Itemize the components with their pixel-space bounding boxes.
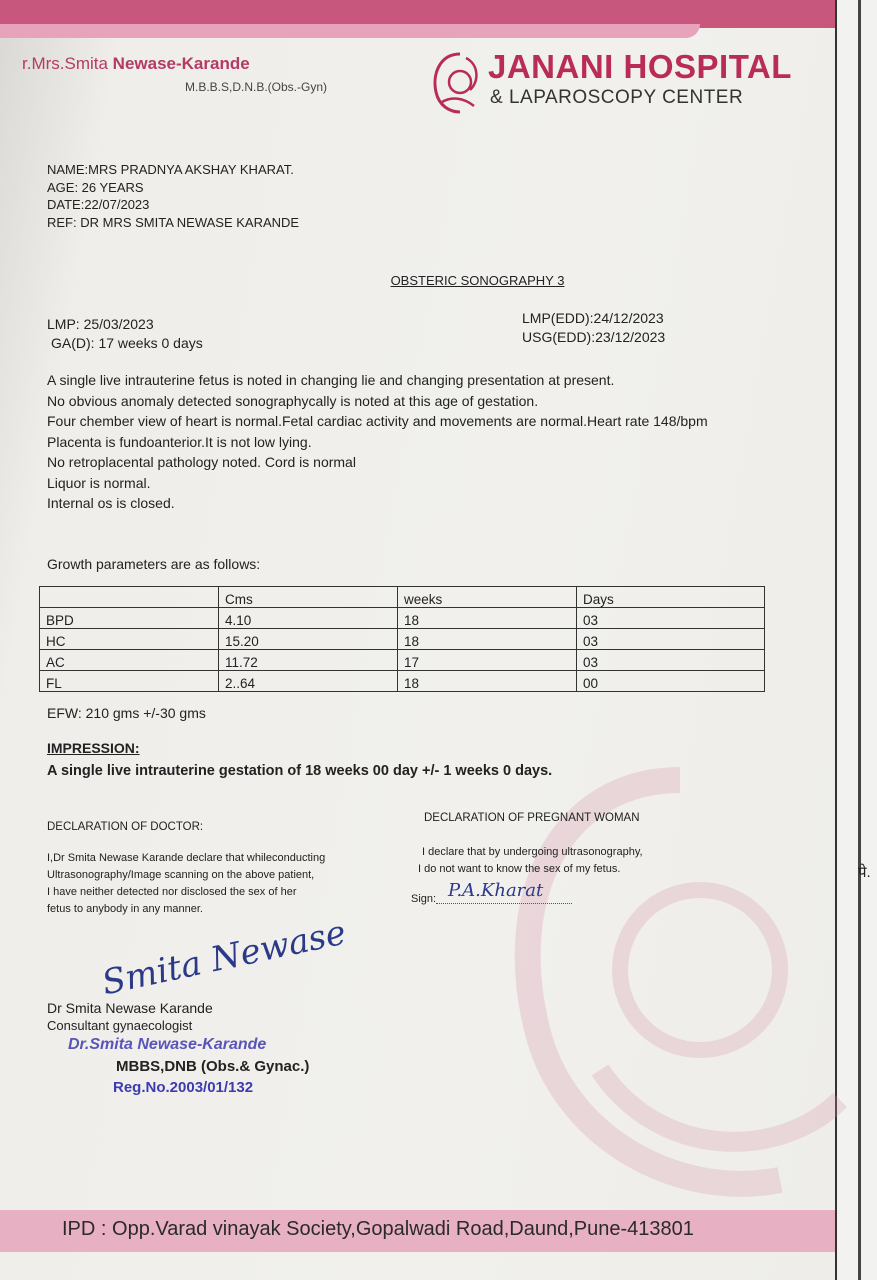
table-row	[40, 671, 765, 692]
referring-doctor: REF: DR MRS SMITA NEWASE KARANDE	[47, 215, 300, 230]
growth-table	[39, 586, 765, 692]
hospital-name: JANANI HOSPITAL	[488, 48, 792, 85]
efw: EFW: 210 gms +/-30 gms	[47, 705, 206, 721]
finding: Placenta is fundoanterior.It is not low lying.	[47, 433, 312, 450]
sign-line	[436, 903, 572, 904]
cell: HC	[40, 629, 219, 650]
finding: No retroplacental pathology noted. Cord is normal	[47, 454, 356, 470]
cell: BPD	[40, 608, 219, 629]
stamp-qualification: MBBS,DNB (Obs.& Gynac.)	[116, 1058, 310, 1075]
cell: AC	[40, 650, 219, 671]
declaration-line: I have neither detected nor disclosed the sex of her	[47, 886, 297, 898]
patient-age: AGE: 26 YEARS	[47, 180, 144, 195]
header-band-accent	[0, 24, 700, 38]
table-row	[40, 629, 765, 650]
cell: 4.10	[219, 608, 398, 629]
cell: 15.20	[219, 629, 398, 650]
declaration-line: I do not want to know the sex of my fetus.	[418, 863, 621, 875]
impression-heading: IMPRESSION:	[47, 740, 140, 756]
cell: 03	[577, 650, 765, 671]
declaration-line: I,Dr Smita Newase Karande declare that whileconducting	[47, 852, 326, 864]
declaration-line: I declare that by undergoing ultrasonography,	[422, 846, 643, 858]
sign-label: Sign:	[411, 893, 437, 905]
lmp-edd: LMP(EDD):24/12/2023	[522, 310, 664, 326]
cell: 00	[577, 671, 765, 692]
cell: 18	[398, 671, 577, 692]
footer-band	[0, 1210, 835, 1252]
cell: FL	[40, 671, 219, 692]
finding: Four chember view of heart is normal.Fetal cardiac activity and movements are normal.Heart rate 148/bpm	[47, 413, 708, 429]
findings	[47, 370, 717, 514]
footer-address: IPD : Opp.Varad vinayak Society,Gopalwadi Road,Daund,Pune-413801	[62, 1218, 694, 1240]
header-cell: weeks	[398, 587, 577, 608]
header-cell	[40, 587, 219, 608]
finding: A single live intrauterine fetus is noted in changing lie and changing presentation at present.	[47, 372, 615, 388]
patient-signature: P.A.Kharat	[448, 880, 544, 901]
hospital-logo-icon	[430, 50, 482, 116]
cell: 03	[577, 629, 765, 650]
doctor-qualification: M.B.B.S,D.N.B.(Obs.-Gyn)	[185, 80, 328, 94]
finding: Internal os is closed.	[47, 495, 175, 511]
impression-text: A single live intrauterine gestation of 18 weeks 00 day +/- 1 weeks 0 days.	[47, 763, 553, 779]
gestational-age: GA(D): 17 weeks 0 days	[51, 335, 203, 351]
doctor-declaration-text	[47, 850, 325, 918]
hospital-subtitle: & LAPAROSCOPY CENTER	[490, 87, 744, 108]
patient-declaration-text	[418, 844, 643, 878]
usg-edd: USG(EDD):23/12/2023	[522, 329, 666, 345]
finding: Liquor is normal.	[47, 474, 151, 491]
patient-declaration-heading: DECLARATION OF PREGNANT WOMAN	[424, 812, 640, 824]
report-title: OBSTERIC SONOGRAPHY 3	[390, 273, 565, 288]
growth-intro: Growth parameters are as follows:	[47, 556, 261, 572]
table-row	[40, 650, 765, 671]
stamp-registration: Reg.No.2003/01/132	[113, 1079, 254, 1096]
report-date: DATE:22/07/2023	[47, 197, 150, 212]
cell: 17	[398, 650, 577, 671]
lmp: LMP: 25/03/2023	[47, 316, 154, 332]
cell: 2..64	[219, 671, 398, 692]
declaration-line: fetus to anybody in any manner.	[47, 903, 203, 915]
cell: 03	[577, 608, 765, 629]
doctor-signature: Smita Newase	[98, 912, 350, 1004]
signatory-name: Dr Smita Newase Karande	[47, 1000, 213, 1016]
margin-note: पे.	[858, 864, 871, 881]
header-cell: Cms	[219, 587, 398, 608]
cell: 18	[398, 608, 577, 629]
doctor-declaration-heading: DECLARATION OF DOCTOR:	[47, 821, 204, 833]
declaration-line: Ultrasonography/Image scanning on the above patient,	[47, 869, 315, 881]
table-header-row	[40, 587, 765, 608]
cell: 18	[398, 629, 577, 650]
doctor-name: r.Mrs.Smita Newase-Karande	[22, 54, 250, 73]
finding: No obvious anomaly detected sonographycally is noted at this age of gestation.	[47, 392, 539, 409]
patient-name: NAME:MRS PRADNYA AKSHAY KHARAT.	[47, 162, 294, 177]
table-row	[40, 608, 765, 629]
signatory-title: Consultant gynaecologist	[47, 1018, 193, 1033]
stamp-name: Dr.Smita Newase-Karande	[68, 1036, 267, 1053]
header-cell: Days	[577, 587, 765, 608]
cell: 11.72	[219, 650, 398, 671]
